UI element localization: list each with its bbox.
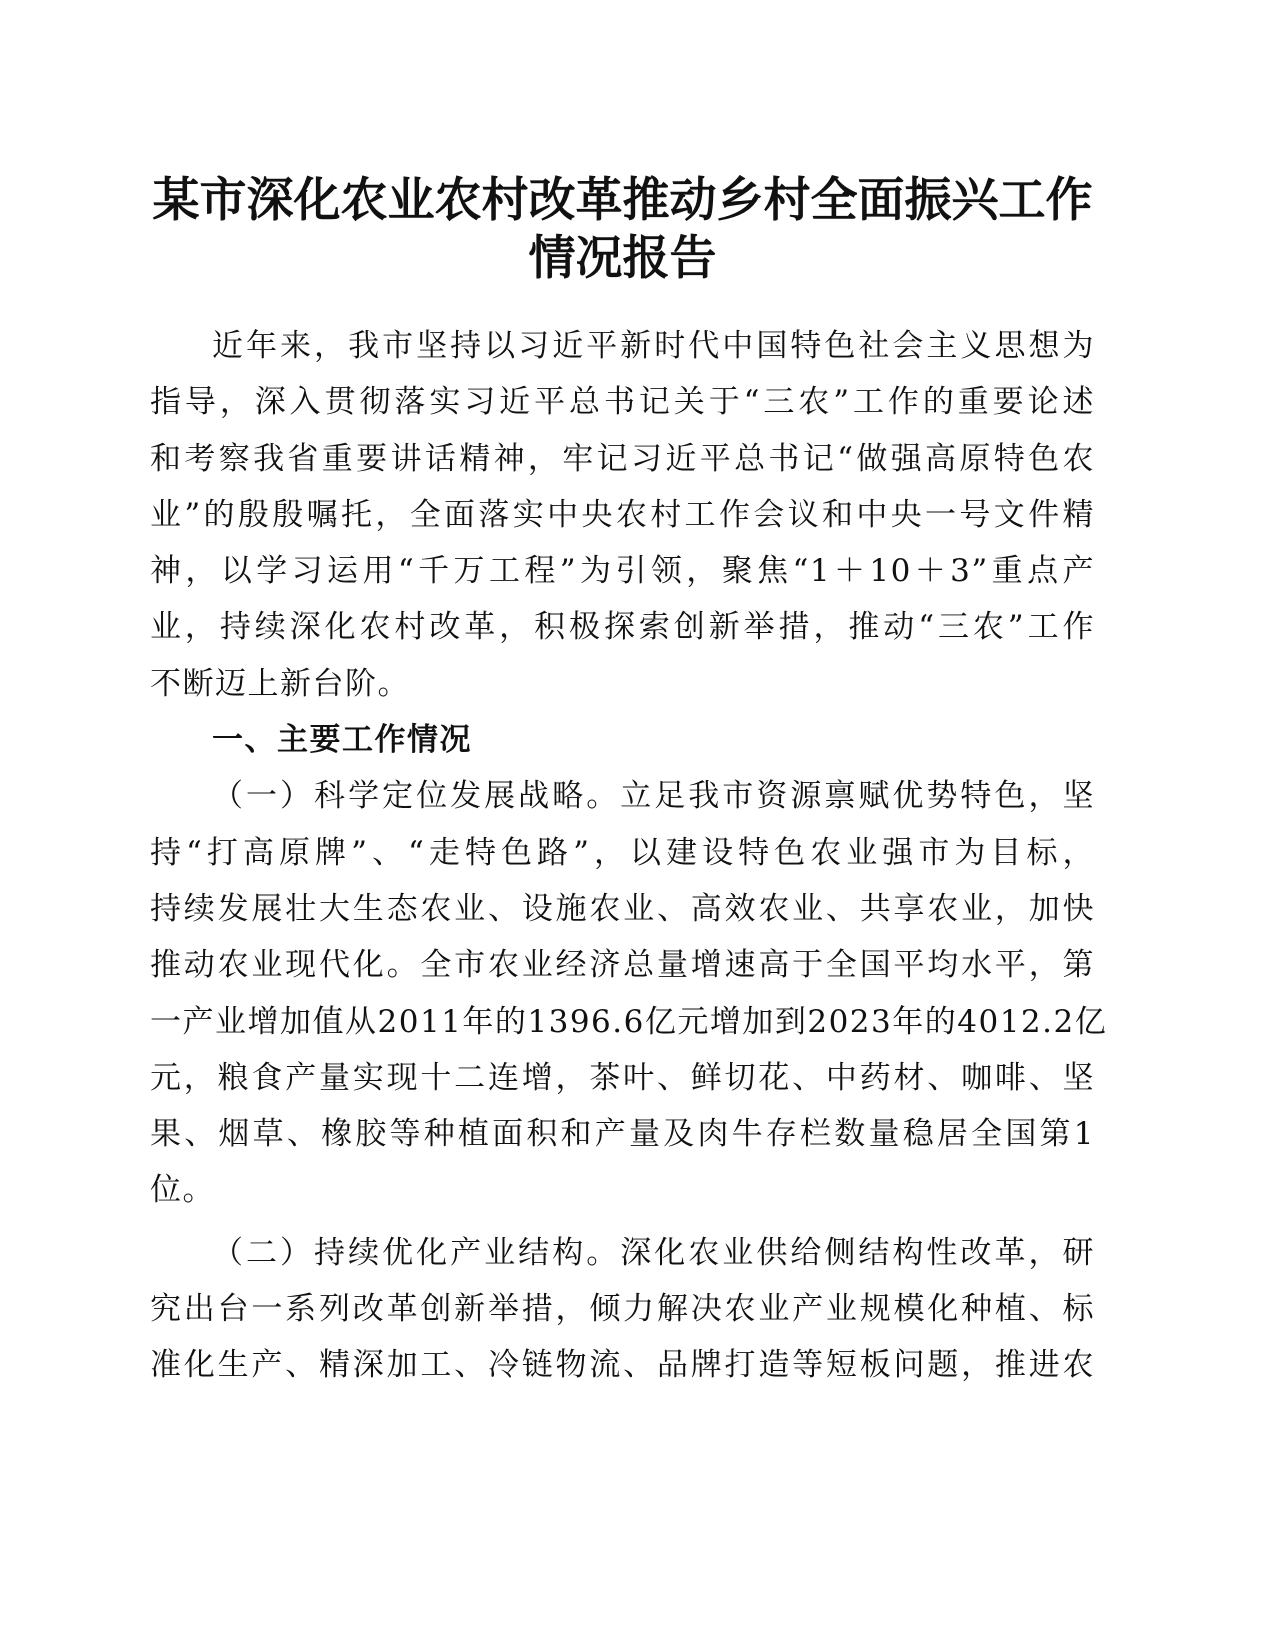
text-line: 业，持续深化农村改革，积极探索创新举措，推动“三农”工作 bbox=[150, 609, 1095, 646]
text-line: 果、烟草、橡胶等种植面积和产量及肉牛存栏数量稳居全国第1 bbox=[150, 1116, 1095, 1153]
text-line: 元，粮食产量实现十二连增，茶叶、鲜切花、中药材、咖啡、坚 bbox=[150, 1059, 1095, 1096]
text-line: 准化生产、精深加工、冷链物流、品牌打造等短板问题，推进农 bbox=[150, 1347, 1095, 1384]
text-line: （二）持续优化产业结构。深化农业供给侧结构性改革，研 bbox=[212, 1234, 1095, 1271]
text-line: 究出台一系列改革创新举措，倾力解决农业产业规模化种植、标 bbox=[150, 1291, 1095, 1328]
text-line: 持“打高原牌”、“走特色路”，以建设特色农业强市为目标， bbox=[150, 834, 1095, 871]
text-line: 业”的殷殷嘱托，全面落实中央农村工作会议和中央一号文件精 bbox=[150, 496, 1095, 533]
subsection-2-paragraph bbox=[150, 1225, 1095, 1394]
text-line: 一产业增加值从2011年的1396.6亿元增加到2023年的4012.2亿 bbox=[150, 1003, 1108, 1040]
document-body bbox=[150, 318, 1108, 1394]
text-line: （一）科学定位发展战略。立足我市资源禀赋优势特色，坚 bbox=[212, 778, 1095, 815]
section-heading: 一、主要工作情况 bbox=[212, 722, 472, 759]
title-line-2: 情况报告 bbox=[528, 231, 717, 286]
subsection-1-paragraph bbox=[150, 768, 1108, 1218]
intro-paragraph bbox=[150, 318, 1095, 712]
text-line: 不断迈上新台阶。 bbox=[150, 665, 410, 702]
text-line: 位。 bbox=[150, 1172, 215, 1209]
text-line: 近年来，我市坚持以习近平新时代中国特色社会主义思想为 bbox=[212, 328, 1095, 364]
text-line: 持续发展壮大生态农业、设施农业、高效农业、共享农业，加快 bbox=[150, 890, 1095, 927]
text-line: 指导，深入贯彻落实习近平总书记关于“三农”工作的重要论述 bbox=[150, 384, 1095, 421]
text-line: 和考察我省重要讲话精神，牢记习近平总书记“做强高原特色农 bbox=[150, 440, 1095, 477]
text-line: 推动农业现代化。全市农业经济总量增速高于全国平均水平，第 bbox=[150, 947, 1095, 984]
text-line: 神，以学习运用“千万工程”为引领，聚焦“1＋10＋3”重点产 bbox=[150, 553, 1095, 590]
title-line-1: 某市深化农业农村改革推动乡村全面振兴工作 bbox=[152, 173, 1093, 228]
document-title bbox=[150, 172, 1095, 288]
